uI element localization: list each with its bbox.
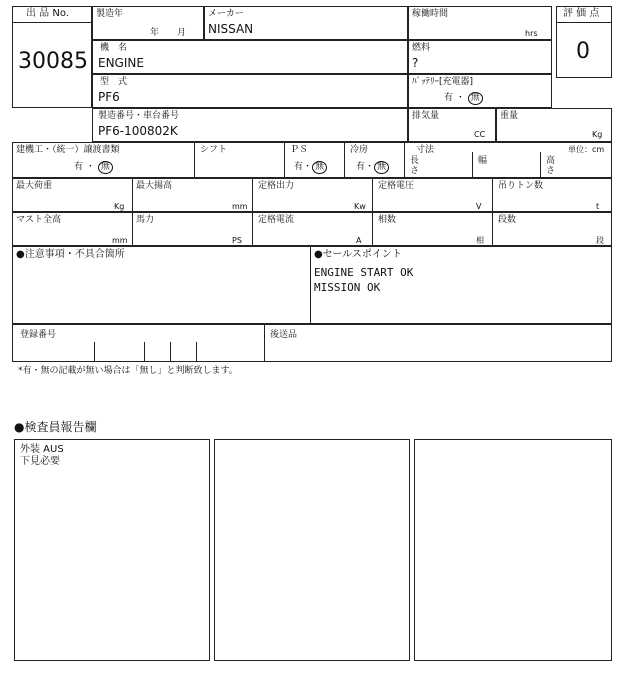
ps-yes: 有 — [294, 162, 304, 172]
registration-section — [12, 324, 612, 362]
inspector-title: ●検査員報告欄 — [14, 420, 97, 434]
fuel-value: ? — [412, 56, 419, 70]
rated-voltage-unit: V — [476, 202, 482, 211]
rated-output-unit: Kw — [354, 202, 366, 211]
current-label: 定格電流 — [258, 215, 295, 225]
height-label: 高 さ — [546, 156, 556, 176]
current-unit: A — [356, 236, 362, 245]
lift-ton-unit: t — [596, 202, 600, 211]
inspector-panel-3 — [414, 439, 612, 661]
model-cell — [92, 74, 408, 108]
ac-sep: ・ — [365, 162, 375, 172]
caution-label: ●注意事項・不具合箇所 — [16, 249, 125, 260]
lot-number-label: 出 品 No. — [26, 8, 69, 19]
hp-label: 馬力 — [136, 215, 155, 225]
phase-unit: 相 — [476, 236, 484, 245]
year-unit: 年 月 — [150, 28, 187, 38]
maker-value: NISSAN — [208, 22, 254, 36]
displacement-label: 排気量 — [412, 111, 440, 121]
after-shipment-label: 後送品 — [270, 330, 298, 340]
name-value: ENGINE — [98, 56, 144, 70]
dimension-label: 寸法 — [416, 145, 435, 155]
ac-choice — [356, 161, 389, 174]
inspector-panel-1-text: 外装 AUS 下見必要 — [20, 444, 64, 467]
score-value: 0 — [576, 39, 590, 64]
max-lift-label: 最大揚高 — [136, 181, 173, 191]
doc-sep: ・ — [85, 162, 95, 172]
width-label: 幅 — [478, 156, 488, 166]
score-label: 評 価 点 — [563, 8, 600, 19]
year-label: 製造年 — [96, 9, 124, 19]
rated-output-label: 定格出力 — [258, 181, 295, 191]
transfer-doc-choice — [74, 161, 113, 174]
dimension-unit: 単位：cm — [568, 145, 605, 154]
max-lift-unit: mm — [232, 202, 248, 211]
sales-point-label: ●セールスポイント — [314, 249, 402, 260]
serial-value: PF6-100802K — [98, 124, 178, 138]
stage-unit: 段 — [596, 236, 604, 245]
displacement-unit: CC — [474, 130, 486, 139]
footnote: *有・無の記載が無い場合は「無し」と判断致します。 — [18, 366, 238, 376]
ps-no-circled: 無 — [312, 161, 327, 174]
ac-label: 冷房 — [350, 145, 369, 155]
model-label: 型 式 — [100, 77, 128, 87]
battery-label: ﾊﾞｯﾃﾘｰ[充電器] — [412, 77, 474, 87]
rated-voltage-label: 定格電圧 — [378, 181, 415, 191]
doc-yes: 有 — [74, 162, 84, 172]
doc-no-circled: 無 — [98, 161, 113, 174]
registration-label: 登録番号 — [20, 330, 57, 340]
inspector-panel-1 — [14, 439, 210, 661]
phase-label: 相数 — [378, 215, 397, 225]
sales-point-text: ENGINE START OK MISSION OK — [314, 266, 414, 294]
inspector-panel-2 — [214, 439, 410, 661]
name-label: 機 名 — [100, 43, 128, 53]
battery-sep: ・ — [455, 93, 465, 103]
model-value: PF6 — [98, 90, 120, 104]
battery-choice — [444, 92, 483, 105]
transfer-doc-label: 建機工・（統一）譲渡書類 — [16, 145, 120, 155]
battery-yes: 有 — [444, 93, 454, 103]
ac-no-circled: 無 — [374, 161, 389, 174]
weight-label: 重量 — [500, 111, 519, 121]
lot-number: 30085 — [18, 49, 88, 74]
ps-sep: ・ — [303, 162, 313, 172]
battery-no-circled: 無 — [468, 92, 483, 105]
hours-label: 稼働時間 — [412, 9, 449, 19]
hours-unit: hrs — [525, 29, 538, 38]
ac-yes: 有 — [356, 162, 366, 172]
serial-label: 製造番号・車台番号 — [98, 111, 180, 121]
ps-choice — [294, 161, 327, 174]
lift-ton-label: 吊りトン数 — [498, 181, 544, 191]
mast-label: マスト全高 — [16, 215, 62, 225]
hp-unit: PS — [232, 236, 242, 245]
mast-unit: mm — [112, 236, 128, 245]
stage-label: 段数 — [498, 215, 517, 225]
shift-label: シフト — [200, 145, 228, 155]
ps-label: ＰＳ — [290, 145, 309, 155]
weight-unit: Kg — [592, 130, 603, 139]
length-label: 長 さ — [410, 156, 420, 176]
maker-label: メーカー — [208, 9, 244, 19]
max-load-label: 最大荷重 — [16, 181, 53, 191]
row6 — [12, 212, 612, 246]
max-load-unit: Kg — [114, 202, 125, 211]
fuel-label: 燃料 — [412, 43, 431, 53]
